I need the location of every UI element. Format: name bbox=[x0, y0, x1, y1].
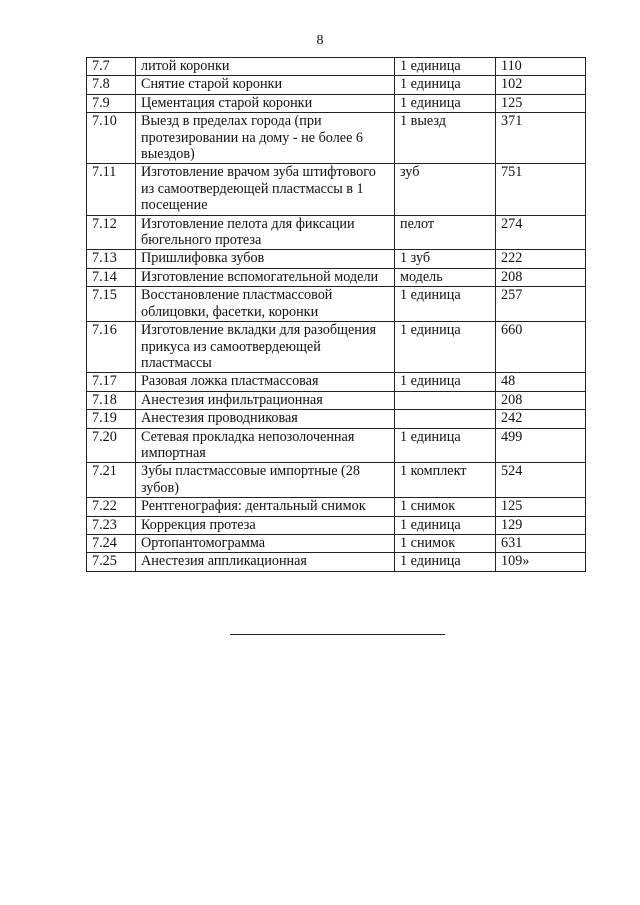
service-code-cell: 7.17 bbox=[87, 373, 136, 391]
unit-cell: 1 единица bbox=[395, 428, 496, 463]
table-row bbox=[87, 322, 586, 373]
price-cell: 371 bbox=[496, 113, 586, 164]
service-code-cell: 7.11 bbox=[87, 164, 136, 215]
price-cell: 129 bbox=[496, 516, 586, 534]
price-cell: 242 bbox=[496, 410, 586, 428]
service-name-cell: Выезд в пределах города (при протезировании на дому - не более 6 выездов) bbox=[136, 113, 395, 164]
service-code-cell: 7.20 bbox=[87, 428, 136, 463]
service-name-cell: Ортопантомограмма bbox=[136, 534, 395, 552]
unit-cell: 1 единица bbox=[395, 373, 496, 391]
service-code-cell: 7.21 bbox=[87, 463, 136, 498]
service-code-cell: 7.12 bbox=[87, 215, 136, 250]
unit-cell: 1 комплект bbox=[395, 463, 496, 498]
unit-cell bbox=[395, 410, 496, 428]
service-code-cell: 7.10 bbox=[87, 113, 136, 164]
service-code-cell: 7.16 bbox=[87, 322, 136, 373]
unit-cell: 1 выезд bbox=[395, 113, 496, 164]
price-cell: 208 bbox=[496, 268, 586, 286]
table-row bbox=[87, 58, 586, 76]
service-name-cell: Зубы пластмассовые импортные (28 зубов) bbox=[136, 463, 395, 498]
unit-cell: 1 единица bbox=[395, 287, 496, 322]
service-name-cell: Пришлифовка зубов bbox=[136, 250, 395, 268]
service-code-cell: 7.14 bbox=[87, 268, 136, 286]
table-row bbox=[87, 373, 586, 391]
service-code-cell: 7.9 bbox=[87, 94, 136, 112]
service-name-cell: Восстановление пластмассовой облицовки, фасетки, коронки bbox=[136, 287, 395, 322]
unit-cell: 1 зуб bbox=[395, 250, 496, 268]
service-name-cell: Изготовление вкладки для разобщения прикуса из самоотвердеющей пластмассы bbox=[136, 322, 395, 373]
table-row bbox=[87, 391, 586, 409]
table-row bbox=[87, 498, 586, 516]
service-code-cell: 7.18 bbox=[87, 391, 136, 409]
price-cell: 110 bbox=[496, 58, 586, 76]
table-row bbox=[87, 428, 586, 463]
service-code-cell: 7.23 bbox=[87, 516, 136, 534]
service-code-cell: 7.25 bbox=[87, 553, 136, 571]
price-cell: 208 bbox=[496, 391, 586, 409]
table-row bbox=[87, 94, 586, 112]
service-name-cell: Анестезия аппликационная bbox=[136, 553, 395, 571]
service-code-cell: 7.8 bbox=[87, 76, 136, 94]
price-cell: 660 bbox=[496, 322, 586, 373]
price-cell: 102 bbox=[496, 76, 586, 94]
service-name-cell: Рентгенография: дентальный снимок bbox=[136, 498, 395, 516]
service-code-cell: 7.7 bbox=[87, 58, 136, 76]
table-row bbox=[87, 250, 586, 268]
table-row bbox=[87, 463, 586, 498]
service-name-cell: литой коронки bbox=[136, 58, 395, 76]
table-row bbox=[87, 113, 586, 164]
price-cell: 631 bbox=[496, 534, 586, 552]
end-of-document-rule bbox=[230, 634, 445, 635]
unit-cell: зуб bbox=[395, 164, 496, 215]
service-name-cell: Изготовление врачом зуба штифтового из самоотвердеющей пластмассы в 1 посещение bbox=[136, 164, 395, 215]
service-name-cell: Коррекция протеза bbox=[136, 516, 395, 534]
price-table bbox=[86, 57, 586, 572]
price-cell: 499 bbox=[496, 428, 586, 463]
table-row bbox=[87, 268, 586, 286]
price-cell: 222 bbox=[496, 250, 586, 268]
service-name-cell: Анестезия проводниковая bbox=[136, 410, 395, 428]
price-cell: 274 bbox=[496, 215, 586, 250]
unit-cell bbox=[395, 391, 496, 409]
price-cell: 524 bbox=[496, 463, 586, 498]
unit-cell: 1 единица bbox=[395, 553, 496, 571]
service-name-cell: Снятие старой коронки bbox=[136, 76, 395, 94]
service-name-cell: Анестезия инфильтрационная bbox=[136, 391, 395, 409]
unit-cell: 1 снимок bbox=[395, 498, 496, 516]
table-row bbox=[87, 287, 586, 322]
price-cell: 751 bbox=[496, 164, 586, 215]
price-cell: 48 bbox=[496, 373, 586, 391]
price-cell: 125 bbox=[496, 94, 586, 112]
service-code-cell: 7.24 bbox=[87, 534, 136, 552]
service-name-cell: Разовая ложка пластмассовая bbox=[136, 373, 395, 391]
price-cell: 257 bbox=[496, 287, 586, 322]
service-code-cell: 7.22 bbox=[87, 498, 136, 516]
price-cell: 125 bbox=[496, 498, 586, 516]
page-number: 8 bbox=[316, 33, 324, 48]
table-row bbox=[87, 76, 586, 94]
unit-cell: 1 единица bbox=[395, 76, 496, 94]
price-table-body bbox=[87, 58, 586, 572]
unit-cell: модель bbox=[395, 268, 496, 286]
table-row bbox=[87, 553, 586, 571]
table-row bbox=[87, 164, 586, 215]
unit-cell: 1 единица bbox=[395, 94, 496, 112]
service-code-cell: 7.19 bbox=[87, 410, 136, 428]
unit-cell: 1 единица bbox=[395, 322, 496, 373]
service-code-cell: 7.15 bbox=[87, 287, 136, 322]
service-name-cell: Изготовление вспомогательной модели bbox=[136, 268, 395, 286]
unit-cell: 1 единица bbox=[395, 58, 496, 76]
table-row bbox=[87, 215, 586, 250]
service-name-cell: Изготовление пелота для фиксации бюгельного протеза bbox=[136, 215, 395, 250]
table-row bbox=[87, 534, 586, 552]
service-code-cell: 7.13 bbox=[87, 250, 136, 268]
table-row bbox=[87, 410, 586, 428]
service-name-cell: Сетевая прокладка непозолоченная импортная bbox=[136, 428, 395, 463]
table-row bbox=[87, 516, 586, 534]
unit-cell: 1 снимок bbox=[395, 534, 496, 552]
unit-cell: 1 единица bbox=[395, 516, 496, 534]
service-name-cell: Цементация старой коронки bbox=[136, 94, 395, 112]
unit-cell: пелот bbox=[395, 215, 496, 250]
price-cell: 109» bbox=[496, 553, 586, 571]
